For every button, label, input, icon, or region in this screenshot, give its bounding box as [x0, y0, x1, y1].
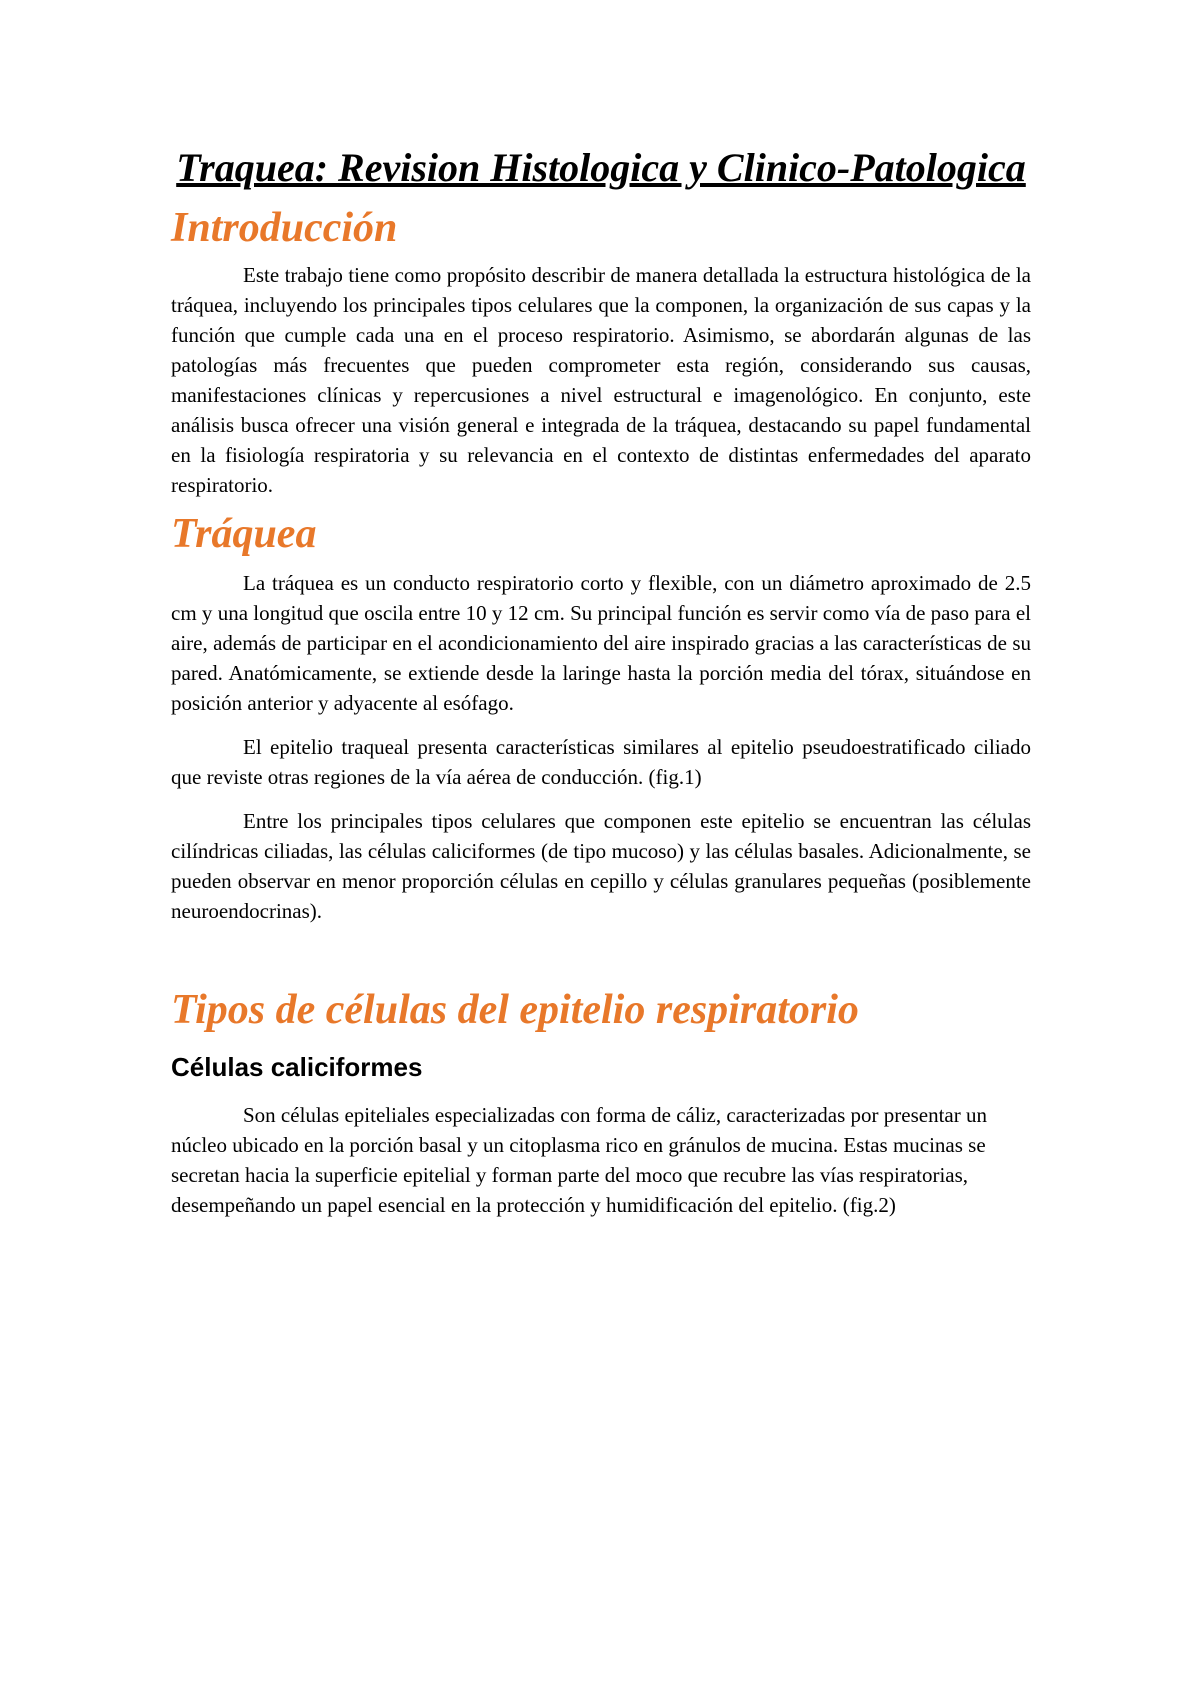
- document-title: Traquea: Revision Histologica y Clinico-Patologica: [176, 145, 1026, 190]
- section-introduccion: [171, 202, 1031, 500]
- subheading-celulas-caliciformes: Células caliciformes: [171, 1052, 423, 1082]
- paragraph-introduccion: Este trabajo tiene como propósito describir de manera detallada la estructura histológica de la tráquea, incluyendo los principales tipos celulares que la componen, la organización de sus capas y la función que cumple cada una en el proceso respiratorio. Asimismo, se abordarán algunas de las patologías más frecuentes que pueden comprometer esta región, considerando sus causas, manifestaciones clínicas y repercusiones a nivel estructural e imagenológico. En conjunto, este análisis busca ofrecer una visión general e integrada de la tráquea, destacando su papel fundamental en la fisiología respiratoria y su relevancia en el contexto de distintas enfermedades del aparato respiratorio.: [171, 263, 1031, 497]
- section-heading-traquea: Tráquea: [171, 511, 317, 557]
- section-heading-tipos-celulas: Tipos de células del epitelio respiratorio: [171, 987, 859, 1033]
- section-tipos-celulas: [171, 984, 1031, 1220]
- section-heading-introduccion: Introducción: [171, 205, 398, 251]
- document-page: [171, 140, 1031, 1220]
- paragraph-traquea-descripcion: La tráquea es un conducto respiratorio corto y flexible, con un diámetro aproximado de 2.5 cm y una longitud que oscila entre 10 y 12 cm. Su principal función es servir como vía de paso para el aire, además de participar en el acondicionamiento del aire inspirado gracias a las características de su pared. Anatómicamente, se extiende desde la laringe hasta la porción media del tórax, situándose en posición anterior y adyacente al esófago.: [171, 571, 1031, 715]
- paragraph-traquea-epitelio: El epitelio traqueal presenta características similares al epitelio pseudoestratificado ciliado que reviste otras regiones de la vía aérea de conducción. (fig.1): [171, 735, 1031, 789]
- paragraph-traquea-tipos-celulares: Entre los principales tipos celulares que componen este epitelio se encuentran las células cilíndricas ciliadas, las células caliciformes (de tipo mucoso) y las células basales. Adicionalmente, se pueden observar en menor proporción células en cepillo y células granulares pequeñas (posiblemente neuroendocrinas).: [171, 809, 1031, 923]
- section-traquea: [171, 508, 1031, 926]
- paragraph-celulas-caliciformes: Son células epiteliales especializadas con forma de cáliz, caracterizadas por presentar un núcleo ubicado en la porción basal y un citoplasma rico en gránulos de mucina. Estas mucinas se secretan hacia la superficie epitelial y forman parte del moco que recubre las vías respiratorias, desempeñando un papel esencial en la protección y humidificación del epitelio. (fig.2): [171, 1103, 987, 1217]
